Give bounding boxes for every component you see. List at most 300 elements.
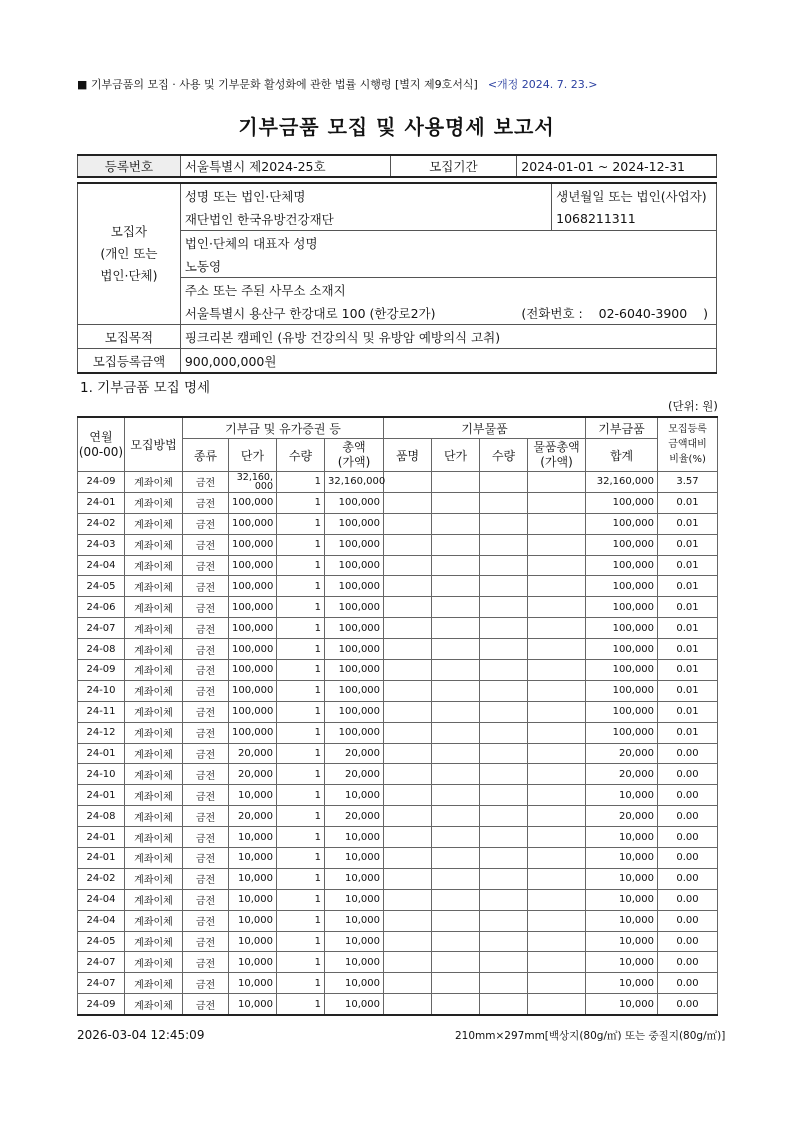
cell-goods-unit-price (432, 722, 480, 743)
table-row (78, 952, 718, 973)
cell-qty: 1 (277, 868, 325, 889)
form-note (77, 76, 598, 92)
cell-goods-unit-price (432, 660, 480, 681)
address-row (180, 301, 716, 325)
cell-method: 계좌이체 (125, 952, 183, 973)
cell-type: 금전 (183, 680, 229, 701)
cell-unit-price: 100,000 (229, 660, 277, 681)
cell-qty: 1 (277, 701, 325, 722)
cell-goods-qty (480, 597, 528, 618)
cell-goods-qty (480, 555, 528, 576)
cell-goods-qty (480, 576, 528, 597)
cell-item (384, 555, 432, 576)
cell-month: 24-04 (78, 555, 125, 576)
col-goods-unit-price: 단가 (432, 439, 480, 472)
cell-qty: 1 (277, 931, 325, 952)
address-value: 서울특별시 용산구 한강대로 100 (한강로2가) (184, 305, 436, 321)
cell-sum: 10,000 (586, 868, 658, 889)
table-row (78, 743, 718, 764)
cell-goods-amount (528, 764, 586, 785)
cell-unit-price: 10,000 (229, 910, 277, 931)
cell-unit-price: 20,000 (229, 743, 277, 764)
cell-method: 계좌이체 (125, 973, 183, 994)
table-row (78, 680, 718, 701)
table-row (78, 555, 718, 576)
cell-sum: 20,000 (586, 743, 658, 764)
cell-sum: 100,000 (586, 597, 658, 618)
cell-goods-unit-price (432, 639, 480, 660)
collector-label-line1: 모집자 (110, 224, 148, 239)
cell-goods-qty (480, 848, 528, 869)
cell-method: 계좌이체 (125, 722, 183, 743)
cell-goods-qty (480, 618, 528, 639)
cell-goods-unit-price (432, 492, 480, 513)
cell-method: 계좌이체 (125, 848, 183, 869)
cell-method: 계좌이체 (125, 618, 183, 639)
cell-item (384, 492, 432, 513)
cell-sum: 100,000 (586, 639, 658, 660)
cell-month: 24-07 (78, 618, 125, 639)
cell-method: 계좌이체 (125, 764, 183, 785)
cell-method: 계좌이체 (125, 680, 183, 701)
cell-goods-unit-price (432, 910, 480, 931)
cell-item (384, 660, 432, 681)
cell-goods-amount (528, 492, 586, 513)
cell-sum: 100,000 (586, 722, 658, 743)
cell-month: 24-10 (78, 680, 125, 701)
cell-ratio: 0.00 (658, 868, 718, 889)
cell-unit-price: 10,000 (229, 827, 277, 848)
cell-type: 금전 (183, 513, 229, 534)
cell-ratio: 3.57 (658, 472, 718, 493)
paper-spec: 210mm×297mm[백상지(80g/㎡) 또는 중질지(80g/㎡)] (455, 1030, 726, 1042)
cell-ratio: 0.00 (658, 994, 718, 1015)
cell-sum: 100,000 (586, 576, 658, 597)
table-row (78, 764, 718, 785)
cell-goods-qty (480, 806, 528, 827)
page-title: 기부금품 모집 및 사용명세 보고서 (238, 115, 555, 139)
rep-label: 법인·단체의 대표자 성명 (180, 231, 716, 255)
cell-goods-amount (528, 534, 586, 555)
cell-ratio: 0.01 (658, 597, 718, 618)
cell-goods-amount (528, 660, 586, 681)
cell-goods-amount (528, 513, 586, 534)
cell-qty: 1 (277, 952, 325, 973)
cell-item (384, 680, 432, 701)
cell-amount: 32,160,000 (325, 472, 384, 493)
phone (521, 304, 708, 322)
cell-goods-amount (528, 952, 586, 973)
table-row (78, 492, 718, 513)
cell-amount: 10,000 (325, 973, 384, 994)
unit-note: (단위: 원) (668, 399, 718, 413)
cell-unit-price: 10,000 (229, 889, 277, 910)
collector-section-label (78, 183, 181, 325)
cell-goods-qty (480, 660, 528, 681)
cell-goods-unit-price (432, 952, 480, 973)
cell-unit-price: 100,000 (229, 722, 277, 743)
cell-amount: 100,000 (325, 513, 384, 534)
cell-goods-unit-price (432, 931, 480, 952)
cell-sum: 100,000 (586, 660, 658, 681)
table-row (78, 701, 718, 722)
cell-amount: 100,000 (325, 639, 384, 660)
table-row (78, 910, 718, 931)
cell-method: 계좌이체 (125, 994, 183, 1015)
cell-qty: 1 (277, 576, 325, 597)
cell-type: 금전 (183, 931, 229, 952)
cell-goods-amount (528, 743, 586, 764)
cell-type: 금전 (183, 743, 229, 764)
cell-goods-amount (528, 827, 586, 848)
rep-value: 노동영 (180, 254, 716, 278)
cell-goods-unit-price (432, 743, 480, 764)
cell-goods-unit-price (432, 994, 480, 1015)
cell-item (384, 576, 432, 597)
cell-item (384, 806, 432, 827)
phone-close: ) (703, 305, 708, 321)
cell-method: 계좌이체 (125, 868, 183, 889)
cell-method: 계좌이체 (125, 785, 183, 806)
cell-goods-qty (480, 472, 528, 493)
cell-method: 계좌이체 (125, 743, 183, 764)
cell-goods-qty (480, 701, 528, 722)
cell-method: 계좌이체 (125, 827, 183, 848)
cell-unit-price: 10,000 (229, 994, 277, 1015)
cell-goods-amount (528, 680, 586, 701)
cell-goods-amount (528, 785, 586, 806)
cell-unit-price: 20,000 (229, 764, 277, 785)
cell-month: 24-07 (78, 952, 125, 973)
cell-qty: 1 (277, 848, 325, 869)
cell-qty: 1 (277, 827, 325, 848)
cell-month: 24-12 (78, 722, 125, 743)
cell-type: 금전 (183, 910, 229, 931)
cell-item (384, 701, 432, 722)
cell-goods-unit-price (432, 764, 480, 785)
cell-type: 금전 (183, 701, 229, 722)
cell-goods-unit-price (432, 576, 480, 597)
cell-method: 계좌이체 (125, 889, 183, 910)
cell-month: 24-11 (78, 701, 125, 722)
cell-method: 계좌이체 (125, 910, 183, 931)
cell-item (384, 618, 432, 639)
cell-method: 계좌이체 (125, 931, 183, 952)
col-qty: 수량 (277, 439, 325, 472)
cell-goods-qty (480, 722, 528, 743)
cell-qty: 1 (277, 513, 325, 534)
cell-unit-price: 100,000 (229, 576, 277, 597)
col-goods-group: 기부물품 (384, 417, 586, 439)
cell-ratio: 0.01 (658, 534, 718, 555)
cell-type: 금전 (183, 994, 229, 1015)
cell-type: 금전 (183, 660, 229, 681)
cell-type: 금전 (183, 973, 229, 994)
cell-goods-amount (528, 910, 586, 931)
cell-goods-unit-price (432, 701, 480, 722)
registration-number-label: 등록번호 (78, 155, 181, 177)
cell-amount: 10,000 (325, 952, 384, 973)
cell-ratio: 0.00 (658, 910, 718, 931)
cell-ratio: 0.01 (658, 555, 718, 576)
cell-sum: 100,000 (586, 680, 658, 701)
cell-type: 금전 (183, 534, 229, 555)
name-label: 성명 또는 법인·단체명 (180, 183, 551, 207)
address-label: 주소 또는 주된 사무소 소재지 (180, 278, 716, 302)
cell-sum: 10,000 (586, 785, 658, 806)
cell-sum: 100,000 (586, 618, 658, 639)
cell-amount: 10,000 (325, 994, 384, 1015)
col-unit-price: 단가 (229, 439, 277, 472)
cell-ratio: 0.00 (658, 973, 718, 994)
cell-month: 24-06 (78, 597, 125, 618)
cell-goods-qty (480, 492, 528, 513)
cell-goods-amount (528, 973, 586, 994)
cell-goods-unit-price (432, 806, 480, 827)
col-money-group: 기부금 및 유가증권 등 (183, 417, 384, 439)
donation-table (77, 416, 718, 1016)
cell-amount: 100,000 (325, 618, 384, 639)
cell-unit-price: 10,000 (229, 952, 277, 973)
cell-ratio: 0.01 (658, 701, 718, 722)
table-row (78, 597, 718, 618)
cell-qty: 1 (277, 910, 325, 931)
cell-goods-unit-price (432, 848, 480, 869)
cell-unit-price: 100,000 (229, 492, 277, 513)
cell-unit-price: 100,000 (229, 680, 277, 701)
cell-sum: 10,000 (586, 910, 658, 931)
cell-goods-amount (528, 597, 586, 618)
cell-sum: 32,160,000 (586, 472, 658, 493)
cell-month: 24-08 (78, 639, 125, 660)
cell-goods-unit-price (432, 618, 480, 639)
cell-type: 금전 (183, 722, 229, 743)
cell-type: 금전 (183, 806, 229, 827)
cell-method: 계좌이체 (125, 806, 183, 827)
cell-item (384, 764, 432, 785)
cell-unit-price: 100,000 (229, 555, 277, 576)
registration-number-value: 서울특별시 제2024-25호 (180, 155, 390, 177)
collector-label-line2: (개인 또는 (100, 246, 158, 261)
cell-method: 계좌이체 (125, 639, 183, 660)
table-row (78, 931, 718, 952)
revision-note: <개정 2024. 7. 23.> (487, 78, 598, 91)
cell-type: 금전 (183, 576, 229, 597)
cell-item (384, 827, 432, 848)
cell-month: 24-09 (78, 994, 125, 1015)
cell-qty: 1 (277, 743, 325, 764)
cell-goods-unit-price (432, 785, 480, 806)
cell-amount: 100,000 (325, 597, 384, 618)
cell-qty: 1 (277, 555, 325, 576)
cell-month: 24-04 (78, 889, 125, 910)
col-item: 품명 (384, 439, 432, 472)
cell-sum: 100,000 (586, 701, 658, 722)
table-row (78, 848, 718, 869)
cell-type: 금전 (183, 618, 229, 639)
cell-goods-qty (480, 534, 528, 555)
collector-label-line3: 법인·단체) (100, 268, 158, 283)
cell-sum: 100,000 (586, 534, 658, 555)
cell-type: 금전 (183, 492, 229, 513)
cell-qty: 1 (277, 722, 325, 743)
cell-amount: 100,000 (325, 722, 384, 743)
cell-goods-qty (480, 827, 528, 848)
cell-month: 24-09 (78, 472, 125, 493)
cell-goods-qty (480, 868, 528, 889)
cell-type: 금전 (183, 597, 229, 618)
collector-table (77, 182, 717, 374)
cell-goods-qty (480, 889, 528, 910)
cell-type: 금전 (183, 785, 229, 806)
cell-qty: 1 (277, 785, 325, 806)
cell-goods-qty (480, 910, 528, 931)
cell-item (384, 534, 432, 555)
cell-qty: 1 (277, 889, 325, 910)
cell-item (384, 513, 432, 534)
table-row (78, 806, 718, 827)
cell-item (384, 639, 432, 660)
cell-amount: 10,000 (325, 827, 384, 848)
cell-amount: 10,000 (325, 889, 384, 910)
cell-sum: 10,000 (586, 848, 658, 869)
cell-method: 계좌이체 (125, 534, 183, 555)
table-row (78, 576, 718, 597)
cell-goods-amount (528, 555, 586, 576)
cell-item (384, 722, 432, 743)
cell-sum: 10,000 (586, 952, 658, 973)
cell-amount: 20,000 (325, 764, 384, 785)
cell-goods-amount (528, 806, 586, 827)
col-goods-qty: 수량 (480, 439, 528, 472)
cell-month: 24-01 (78, 848, 125, 869)
cell-method: 계좌이체 (125, 660, 183, 681)
cell-goods-qty (480, 973, 528, 994)
cell-amount: 10,000 (325, 848, 384, 869)
cell-goods-unit-price (432, 555, 480, 576)
cell-amount: 10,000 (325, 868, 384, 889)
cell-amount: 100,000 (325, 660, 384, 681)
cell-method: 계좌이체 (125, 701, 183, 722)
cell-qty: 1 (277, 680, 325, 701)
cell-type: 금전 (183, 952, 229, 973)
cell-goods-amount (528, 868, 586, 889)
cell-unit-price: 100,000 (229, 701, 277, 722)
cell-month: 24-09 (78, 660, 125, 681)
cell-type: 금전 (183, 639, 229, 660)
cell-unit-price: 10,000 (229, 785, 277, 806)
cell-sum: 100,000 (586, 555, 658, 576)
col-method: 모집방법 (125, 417, 183, 472)
cell-ratio: 0.00 (658, 952, 718, 973)
cell-goods-qty (480, 785, 528, 806)
table-row (78, 868, 718, 889)
cell-sum: 20,000 (586, 806, 658, 827)
table-row (78, 472, 718, 493)
cell-sum: 10,000 (586, 931, 658, 952)
table-row (78, 513, 718, 534)
cell-goods-unit-price (432, 868, 480, 889)
cell-type: 금전 (183, 827, 229, 848)
cell-item (384, 952, 432, 973)
cell-unit-price: 10,000 (229, 868, 277, 889)
cell-goods-qty (480, 680, 528, 701)
cell-method: 계좌이체 (125, 597, 183, 618)
cell-goods-unit-price (432, 513, 480, 534)
cell-amount: 20,000 (325, 806, 384, 827)
cell-type: 금전 (183, 555, 229, 576)
cell-month: 24-01 (78, 785, 125, 806)
cell-amount: 100,000 (325, 680, 384, 701)
cell-method: 계좌이체 (125, 472, 183, 493)
cell-goods-unit-price (432, 889, 480, 910)
cell-unit-price: 100,000 (229, 618, 277, 639)
cell-amount: 100,000 (325, 534, 384, 555)
cell-unit-price: 10,000 (229, 973, 277, 994)
cell-sum: 10,000 (586, 973, 658, 994)
cell-unit-price: 100,000 (229, 534, 277, 555)
registration-table (77, 154, 717, 178)
cell-goods-unit-price (432, 472, 480, 493)
cell-goods-unit-price (432, 973, 480, 994)
cell-unit-price: 20,000 (229, 806, 277, 827)
cell-item (384, 910, 432, 931)
cell-goods-amount (528, 701, 586, 722)
cell-ratio: 0.00 (658, 785, 718, 806)
cell-month: 24-02 (78, 868, 125, 889)
cell-ratio: 0.01 (658, 722, 718, 743)
amount-value: 900,000,000원 (180, 349, 716, 374)
col-goods-amount: 물품총액 (가액) (528, 439, 586, 472)
cell-goods-unit-price (432, 534, 480, 555)
cell-sum: 100,000 (586, 513, 658, 534)
cell-ratio: 0.00 (658, 764, 718, 785)
cell-amount: 10,000 (325, 910, 384, 931)
cell-goods-amount (528, 994, 586, 1015)
cell-amount: 100,000 (325, 576, 384, 597)
cell-qty: 1 (277, 618, 325, 639)
cell-month: 24-05 (78, 576, 125, 597)
cell-ratio: 0.01 (658, 639, 718, 660)
cell-qty: 1 (277, 994, 325, 1015)
cell-qty: 1 (277, 492, 325, 513)
cell-goods-amount (528, 618, 586, 639)
cell-month: 24-05 (78, 931, 125, 952)
cell-unit-price: 100,000 (229, 513, 277, 534)
cell-item (384, 848, 432, 869)
cell-ratio: 0.00 (658, 848, 718, 869)
table-row (78, 973, 718, 994)
col-sum: 합계 (586, 439, 658, 472)
col-month: 연월 (00-00) (78, 417, 125, 472)
cell-month: 24-04 (78, 910, 125, 931)
cell-goods-qty (480, 931, 528, 952)
cell-month: 24-02 (78, 513, 125, 534)
cell-qty: 1 (277, 597, 325, 618)
cell-ratio: 0.00 (658, 827, 718, 848)
period-label: 모집기간 (390, 155, 517, 177)
cell-goods-qty (480, 994, 528, 1015)
cell-goods-qty (480, 513, 528, 534)
purpose-label: 모집목적 (78, 325, 181, 349)
cell-ratio: 0.01 (658, 492, 718, 513)
phone-value: 02-6040-3900 (598, 305, 688, 321)
name-value: 재단법인 한국유방건강재단 (180, 207, 551, 231)
cell-month: 24-08 (78, 806, 125, 827)
cell-ratio: 0.00 (658, 931, 718, 952)
cell-unit-price: 100,000 (229, 597, 277, 618)
cell-item (384, 889, 432, 910)
